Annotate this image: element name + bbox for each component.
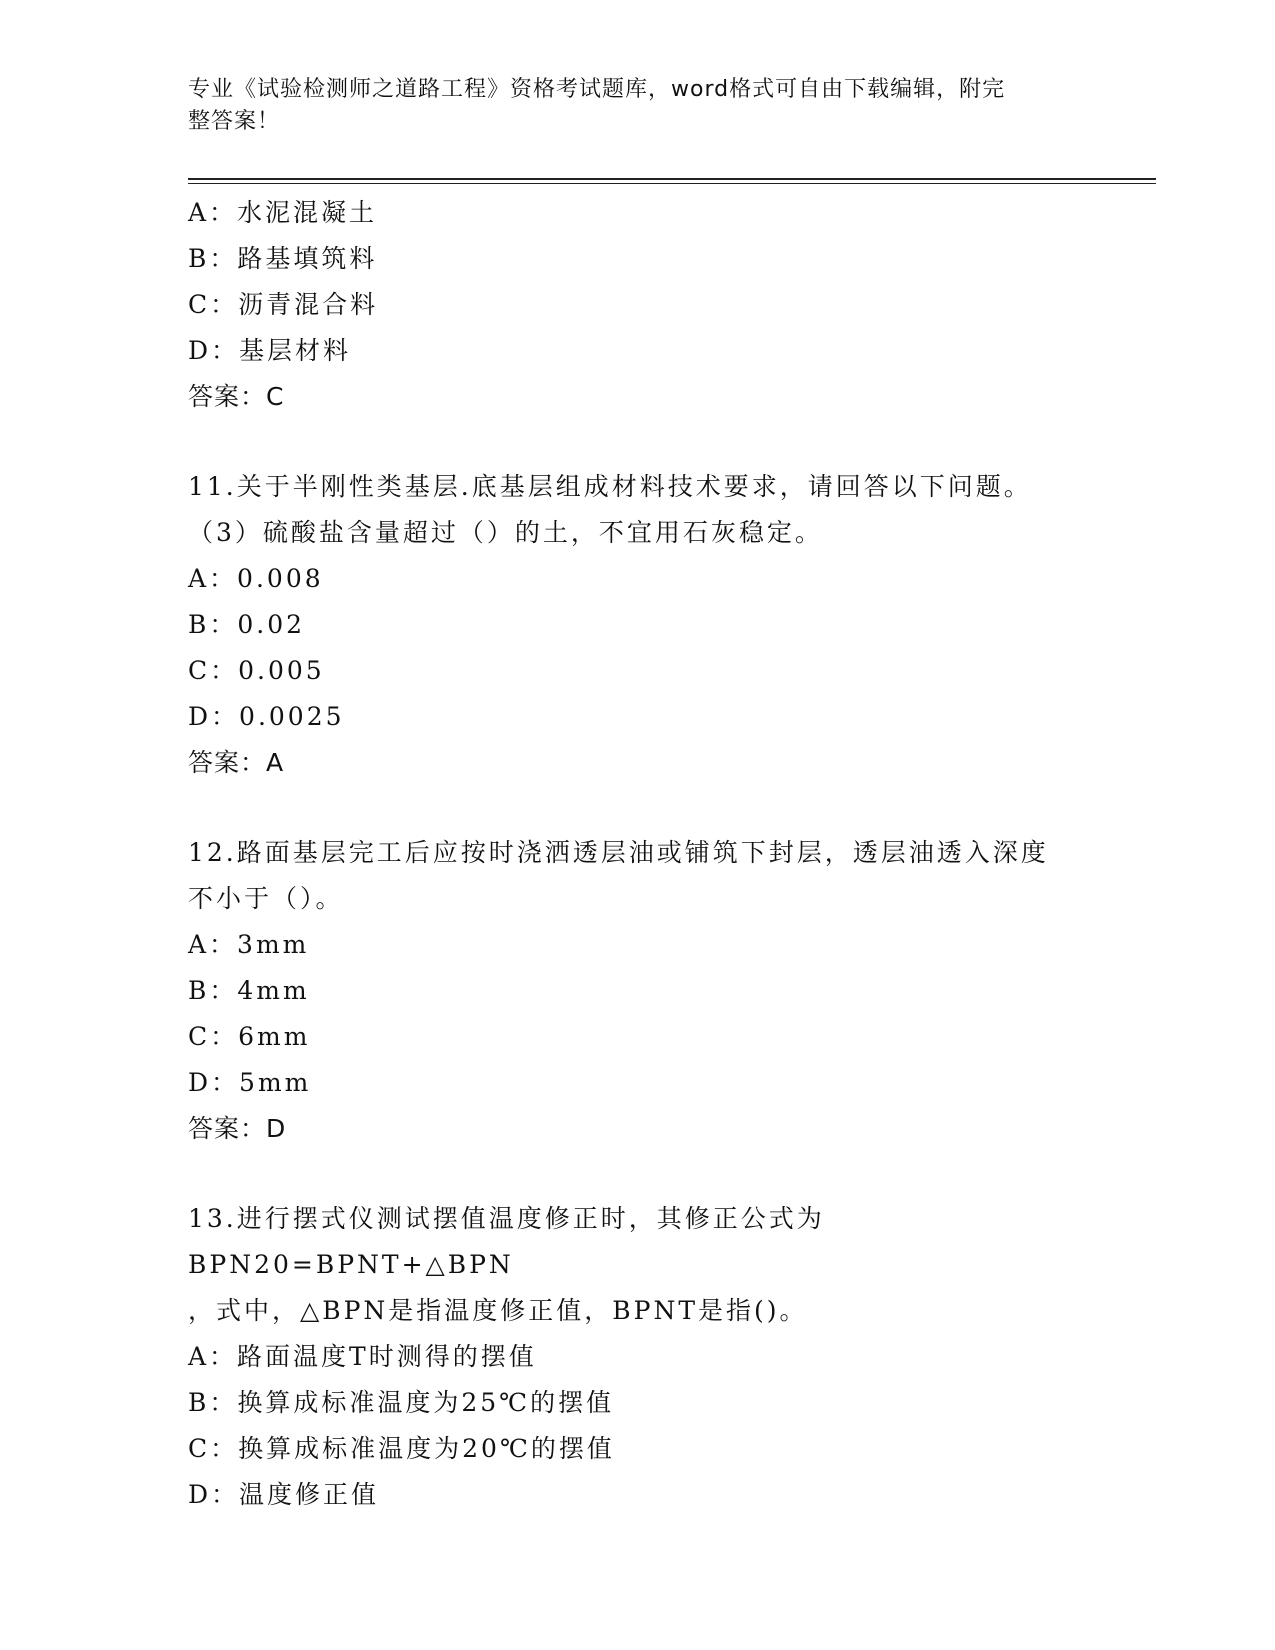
option-a: A：水泥混凝土 xyxy=(188,198,378,227)
question-block-12 xyxy=(188,830,1088,1152)
question-list xyxy=(188,190,1088,1518)
header-divider-thin xyxy=(188,183,1156,184)
question-stem-line: （3）硫酸盐含量超过（）的土，不宜用石灰稳定。 xyxy=(188,518,823,547)
question-block-10 xyxy=(188,190,1088,420)
question-stem-line: 不小于（）。 xyxy=(188,884,344,913)
option-b: B：换算成标准温度为25℃的摆值 xyxy=(188,1388,615,1417)
option-b: B：4mm xyxy=(188,976,310,1005)
answer-line: 答案：D xyxy=(188,1114,287,1143)
option-d: D：温度修正值 xyxy=(188,1480,380,1509)
header-line-2: 整答案！ xyxy=(188,109,281,134)
option-a: A：0.008 xyxy=(188,564,324,593)
option-a: A：路面温度T时测得的摆值 xyxy=(188,1342,537,1371)
answer-line: 答案：C xyxy=(188,382,285,411)
question-stem-line: 12.路面基层完工后应按时浇洒透层油或铺筑下封层，透层油透入深度 xyxy=(188,838,1049,867)
question-block-13 xyxy=(188,1196,1088,1518)
question-stem xyxy=(188,464,1088,556)
option-b: B：路基填筑料 xyxy=(188,244,378,273)
option-a: A：3mm xyxy=(188,930,310,959)
header-divider-thick xyxy=(188,178,1156,180)
option-c: C：换算成标准温度为20℃的摆值 xyxy=(188,1434,615,1463)
option-c: C：0.005 xyxy=(188,656,325,685)
question-block-11 xyxy=(188,464,1088,786)
option-d: D：5mm xyxy=(188,1068,312,1097)
question-stem-line: ，式中，△BPN是指温度修正值，BPNT是指()。 xyxy=(188,1296,808,1325)
document-header xyxy=(188,74,1078,138)
question-stem-line: 13.进行摆式仪测试摆值温度修正时，其修正公式为BPN20=BPNT+△BPN xyxy=(188,1204,825,1279)
option-d: D：基层材料 xyxy=(188,336,352,365)
option-c: C：6mm xyxy=(188,1022,311,1051)
answer-line: 答案：A xyxy=(188,748,285,777)
question-stem xyxy=(188,1196,1088,1334)
option-c: C：沥青混合料 xyxy=(188,290,379,319)
option-b: B：0.02 xyxy=(188,610,306,639)
header-line-1: 专业《试验检测师之道路工程》资格考试题库，word格式可自由下载编辑，附完 xyxy=(188,77,1006,102)
question-stem-line: 11.关于半刚性类基层.底基层组成材料技术要求，请回答以下问题。 xyxy=(188,472,1032,501)
option-d: D：0.0025 xyxy=(188,702,345,731)
question-stem xyxy=(188,830,1088,922)
